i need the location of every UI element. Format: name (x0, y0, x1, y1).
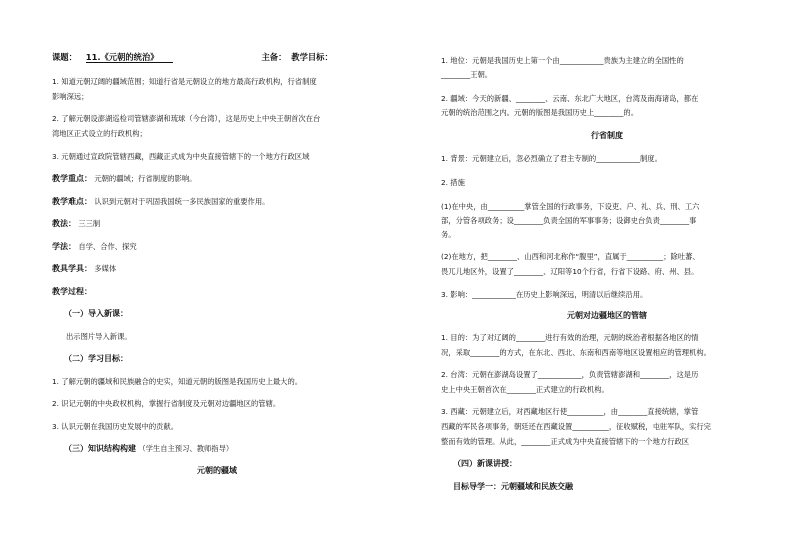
goal-line: 2. 了解元朝设澎湖巡检司管辖澎湖和琉球（今台湾），这是历史上中央王朝首次在台 (52, 114, 321, 123)
border-line: 况，采取________的方式，在东北、西北、东南和西南等地区设置相应的管理机构。 (441, 348, 711, 357)
province-line: 畏兀儿地区外，设置了________、辽阳等10个行省，行省下设路、府、州、县。 (441, 267, 699, 276)
province-line: (2)在地方，把________、山西和河北称作“腹里”，直属于__________；除吐蕃、 (441, 252, 700, 261)
teaching-method (52, 219, 100, 229)
main-prep-label: 主备： (261, 52, 287, 62)
objective-line: 3. 认识元朝在我国历史发展中的贡献。 (52, 422, 179, 431)
difficulty-text: 认识到元朝对于巩固我国统一多民族国家的重要作用。 (94, 197, 270, 206)
key-point-text: 元朝的疆域；行省制度的影响。 (94, 174, 197, 183)
difficulty-label: 教学难点： (52, 197, 92, 206)
objectives-heading: （二）学习目标： (64, 354, 128, 363)
border-line: 3. 西藏：元朝建立后，对西藏地区行使__________，由________直接统辖，掌管 (441, 407, 699, 416)
territory-line: ________王朝。 (441, 70, 493, 79)
tools-label: 教具学具： (52, 264, 92, 273)
border-line: 整而有效的管理。从此，________正式成为中央直接管辖下的一个地方行政区 (441, 437, 690, 446)
new-lesson-heading: （四）新课讲授： (453, 459, 517, 468)
province-line: 务。 (441, 230, 456, 239)
intro-text: 出示图片导入新课。 (66, 332, 132, 341)
difficulty (52, 197, 269, 207)
teaching-method-label: 教法： (52, 219, 76, 228)
province-line: (1)在中央，由__________掌管全国的行政事务，下设吏、户、礼、兵、刑、工六 (441, 202, 700, 211)
goal-line: 湾地区正式设立的行政机构； (52, 129, 147, 138)
border-line: 2. 台湾：元朝在澎湖岛设置了____________，负责管辖澎湖和________，这是历 (441, 370, 699, 379)
lesson-header (52, 52, 333, 62)
lesson-title: 11.《元朝的统治》 (86, 52, 173, 63)
border-title: 元朝对边疆地区的管辖 (567, 311, 647, 320)
process-label: 教学过程： (52, 287, 92, 296)
territory-line: 1. 地位：元朝是我国历史上第一个由____________贵族为主建立的全国性的 (441, 56, 684, 65)
province-line: 3. 影响：____________在历史上影响深远，明清以后继续沿用。 (441, 290, 648, 299)
tools-text: 多媒体 (94, 264, 117, 273)
tools (52, 264, 116, 274)
border-line: 史上中央王朝首次在________正式建立的行政机构。 (441, 385, 609, 394)
territory-title: 元朝的疆域 (197, 466, 237, 475)
lesson-label: 课题： (52, 52, 77, 62)
territory-line: 元朝的统治范围之内。元朝的版图是我国历史上________的。 (441, 108, 639, 117)
province-line: 1. 背景：元朝建立后，忽必烈确立了君主专制的____________制度。 (441, 154, 662, 163)
key-point (52, 174, 196, 184)
province-title: 行省制度 (591, 131, 623, 140)
province-line: 部，分管各项政务；设________负责全国的军事事务；设御史台负责________事 (441, 216, 697, 225)
province-line: 2. 措施 (441, 178, 465, 187)
teaching-method-text: 三三制 (78, 219, 101, 228)
goals-label: 教学目标： (291, 52, 333, 62)
learning-method (52, 242, 137, 252)
structure-heading-line (64, 444, 233, 454)
border-line: 西藏的军民各项事务，朝廷还在西藏设置__________，征收赋税，屯驻军队，实行完 (441, 422, 711, 431)
learning-method-label: 学法： (52, 242, 76, 251)
structure-heading: （三）知识结构构建 (64, 444, 136, 453)
intro-heading: （一）导入新课： (64, 309, 128, 318)
goal-line: 3. 元朝通过宣政院管辖西藏，西藏正式成为中央直接管辖下的一个地方行政区域 (52, 152, 310, 161)
key-point-label: 教学重点： (52, 174, 92, 183)
border-line: 1. 目的：为了对辽阔的________进行有效的治理，元朝的统治者根据各地区的情 (441, 333, 699, 342)
objective-line: 2. 识记元朝的中央政权机构，掌握行省制度及元朝对边疆地区的管辖。 (52, 399, 281, 408)
learning-method-text: 自学、合作、探究 (78, 242, 137, 251)
objective-line: 1. 了解元朝的疆域和民族融合的史实，知道元朝的版图是我国历史上最大的。 (52, 377, 303, 386)
territory-line: 2. 疆域：今天的新疆、________、云南、东北广大地区，台湾及南海诸岛，都在 (441, 94, 699, 103)
structure-note: （学生自主预习、教师指导） (138, 444, 234, 453)
guide-heading: 目标导学一：元朝疆域和民族交融 (453, 482, 573, 491)
goal-line: 1. 知道元朝辽阔的疆域范围；知道行省是元朝设立的地方最高行政机构，行省制度 (52, 77, 317, 86)
goal-line: 影响深远； (52, 92, 89, 101)
